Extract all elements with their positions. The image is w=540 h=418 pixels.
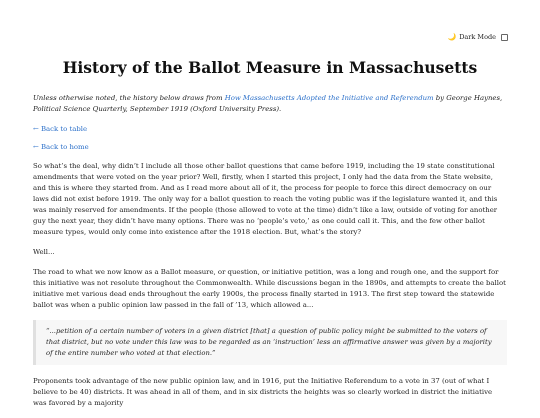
article <box>33 58 507 418</box>
paragraph-2: Well... <box>33 248 55 256</box>
paragraph-1: So what’s the deal, why didn’t I include all those other ballot questions that came before 1919, including the 19 state constitutional amendments that were voted on the year prior? Well, firstly, when I started this project, I only had the data from the State website, and this is where they started from. And as I read more about all of it, the process for people to force this direct democracy on our laws did not exist before 1919. The only way for a ballot question to reach the voting public was if the legislature wanted it, and this was mainly reserved for amendments. If the people (those allowed to vote at the time) didn’t like a law, outside of voting for another guy the next year, they didn’t have many options. There was no ‘people’s veto,’ as one could call it. This, and the few other ballot measure types, would only come into existence after the 1918 election. But, what’s the story? <box>33 162 498 236</box>
moon-icon: 🌙 <box>447 32 457 41</box>
dark-mode-label: Dark Mode <box>459 33 496 41</box>
dark-mode-toggle[interactable] <box>448 33 509 41</box>
dark-mode-checkbox[interactable] <box>501 34 508 41</box>
intro-prefix: Unless otherwise noted, the history below draws from <box>33 94 225 102</box>
intro-note <box>33 93 507 115</box>
intro-suffix: by George Haynes, Political Science Quarterly, September 1919 (Oxford University Press). <box>33 94 503 113</box>
page-title: History of the Ballot Measure in Massachusetts <box>62 58 478 77</box>
back-to-home-link[interactable]: ← Back to home <box>33 143 89 151</box>
source-link[interactable]: How Massachusetts Adopted the Initiative and Referendum <box>224 94 434 102</box>
paragraph-4: Proponents took advantage of the new public opinion law, and in 1916, put the Initiative Referendum to a vote in 37 (out of what I believe to be 40) districts. It was ahead in all of them, and in six districts the heights was so clearly worked in district the initiative was favored by a majority <box>33 377 493 407</box>
back-to-table-link[interactable]: ← Back to table <box>33 125 88 133</box>
quote-block: “...petition of a certain number of voters in a given district [that] a question of public policy might be submitted to the voters of that district, but no vote under this law was to be regarded as an ‘instruction’ less an affirmative answer was given by a majority of the entire number who voted at that election.” <box>33 320 507 365</box>
paragraph-3: The road to what we now know as a Ballot measure, or question, or initiative petition, was a long and rough one, and the support for this initiative was not resolute throughout the Commonwealth. While discussions began in the 1890s, and attempts to create the ballot initiative met various dead ends throughout the early 1900s, the process finally started in 1913. The first step toward the statewide ballot was when a public opinion law passed in the fall of ’13, which allowed a... <box>33 268 506 309</box>
